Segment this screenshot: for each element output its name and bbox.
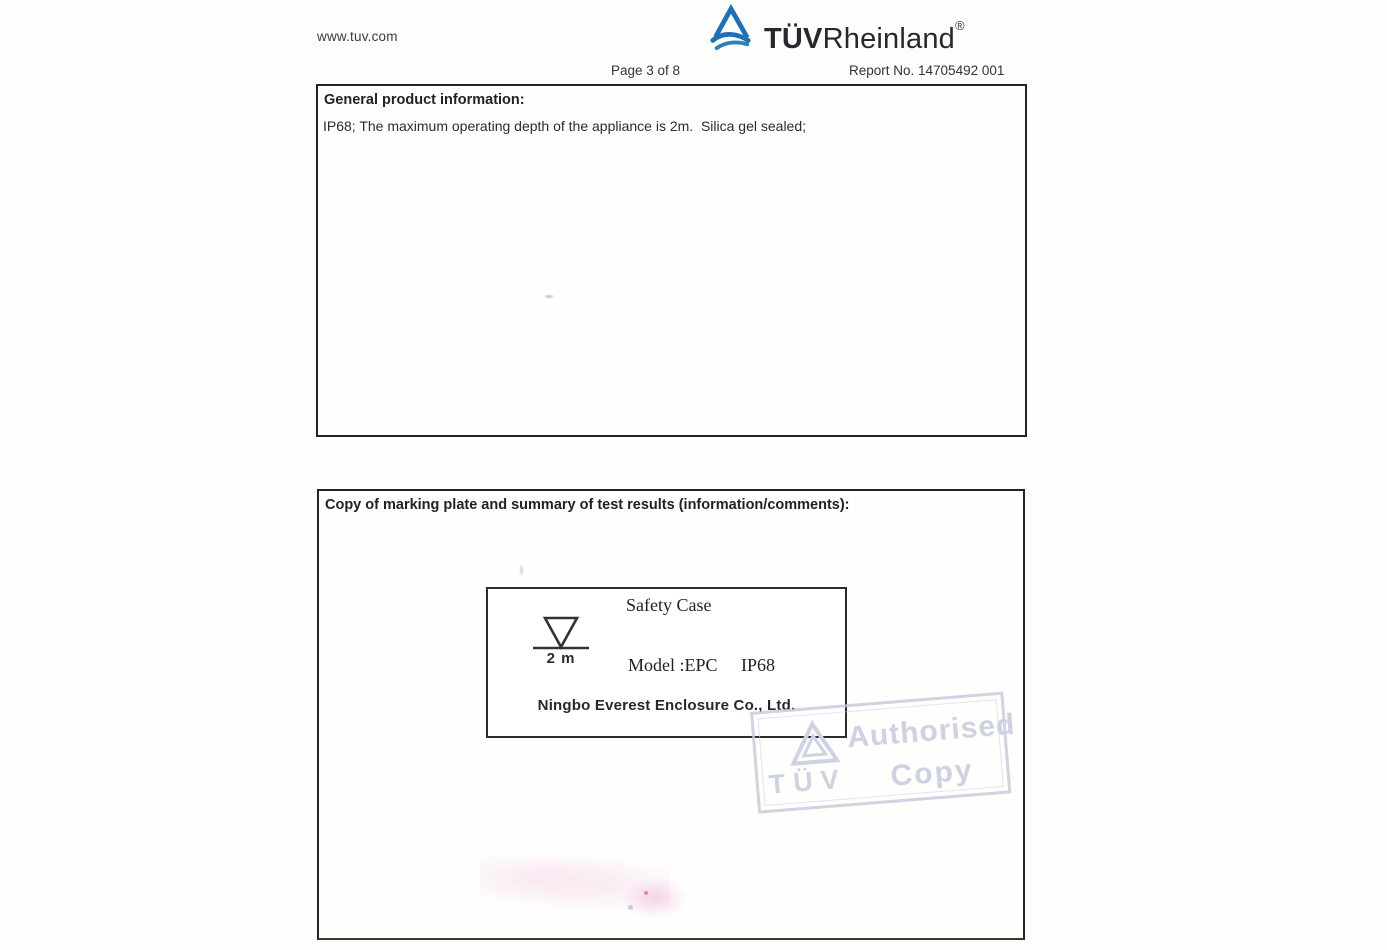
authorised-copy-stamp xyxy=(750,692,1017,814)
ip-rating: IP68 xyxy=(741,655,776,675)
manufacturer-name: Ningbo Everest Enclosure Co., Ltd. xyxy=(537,697,796,714)
page-number: Page 3 of 8 xyxy=(611,63,681,78)
website-url: www.tuv.com xyxy=(317,29,398,44)
marking-section-title: Copy of marking plate and summary of test results (information/comments): xyxy=(325,497,850,513)
report-number: Report No. 14705492 001 xyxy=(849,63,1005,78)
stamp-authorised-text: Authorised xyxy=(846,707,1017,755)
tuv-triangle-icon xyxy=(786,718,842,768)
depth-rating-label: 2 m xyxy=(546,650,576,667)
stamp-copy-text: Copy xyxy=(889,753,975,793)
registered-mark: ® xyxy=(955,18,965,33)
tuv-rheinland-logo xyxy=(708,2,965,63)
stamp-tuv-text: TÜV xyxy=(767,763,848,800)
brand-wordmark xyxy=(764,2,965,63)
brand-rheinland: Rheinland xyxy=(822,23,956,55)
general-info-body: IP68; The maximum operating depth of the appliance is 2m. Silica gel sealed; xyxy=(323,118,807,134)
product-name: Safety Case xyxy=(626,595,712,615)
brand-tuv: TÜV xyxy=(764,23,823,55)
model-label: Model :EPC xyxy=(628,655,718,675)
general-product-information-box xyxy=(316,84,1027,437)
tuv-rheinland-triangle-icon xyxy=(708,4,754,52)
general-info-title: General product information: xyxy=(324,92,525,108)
